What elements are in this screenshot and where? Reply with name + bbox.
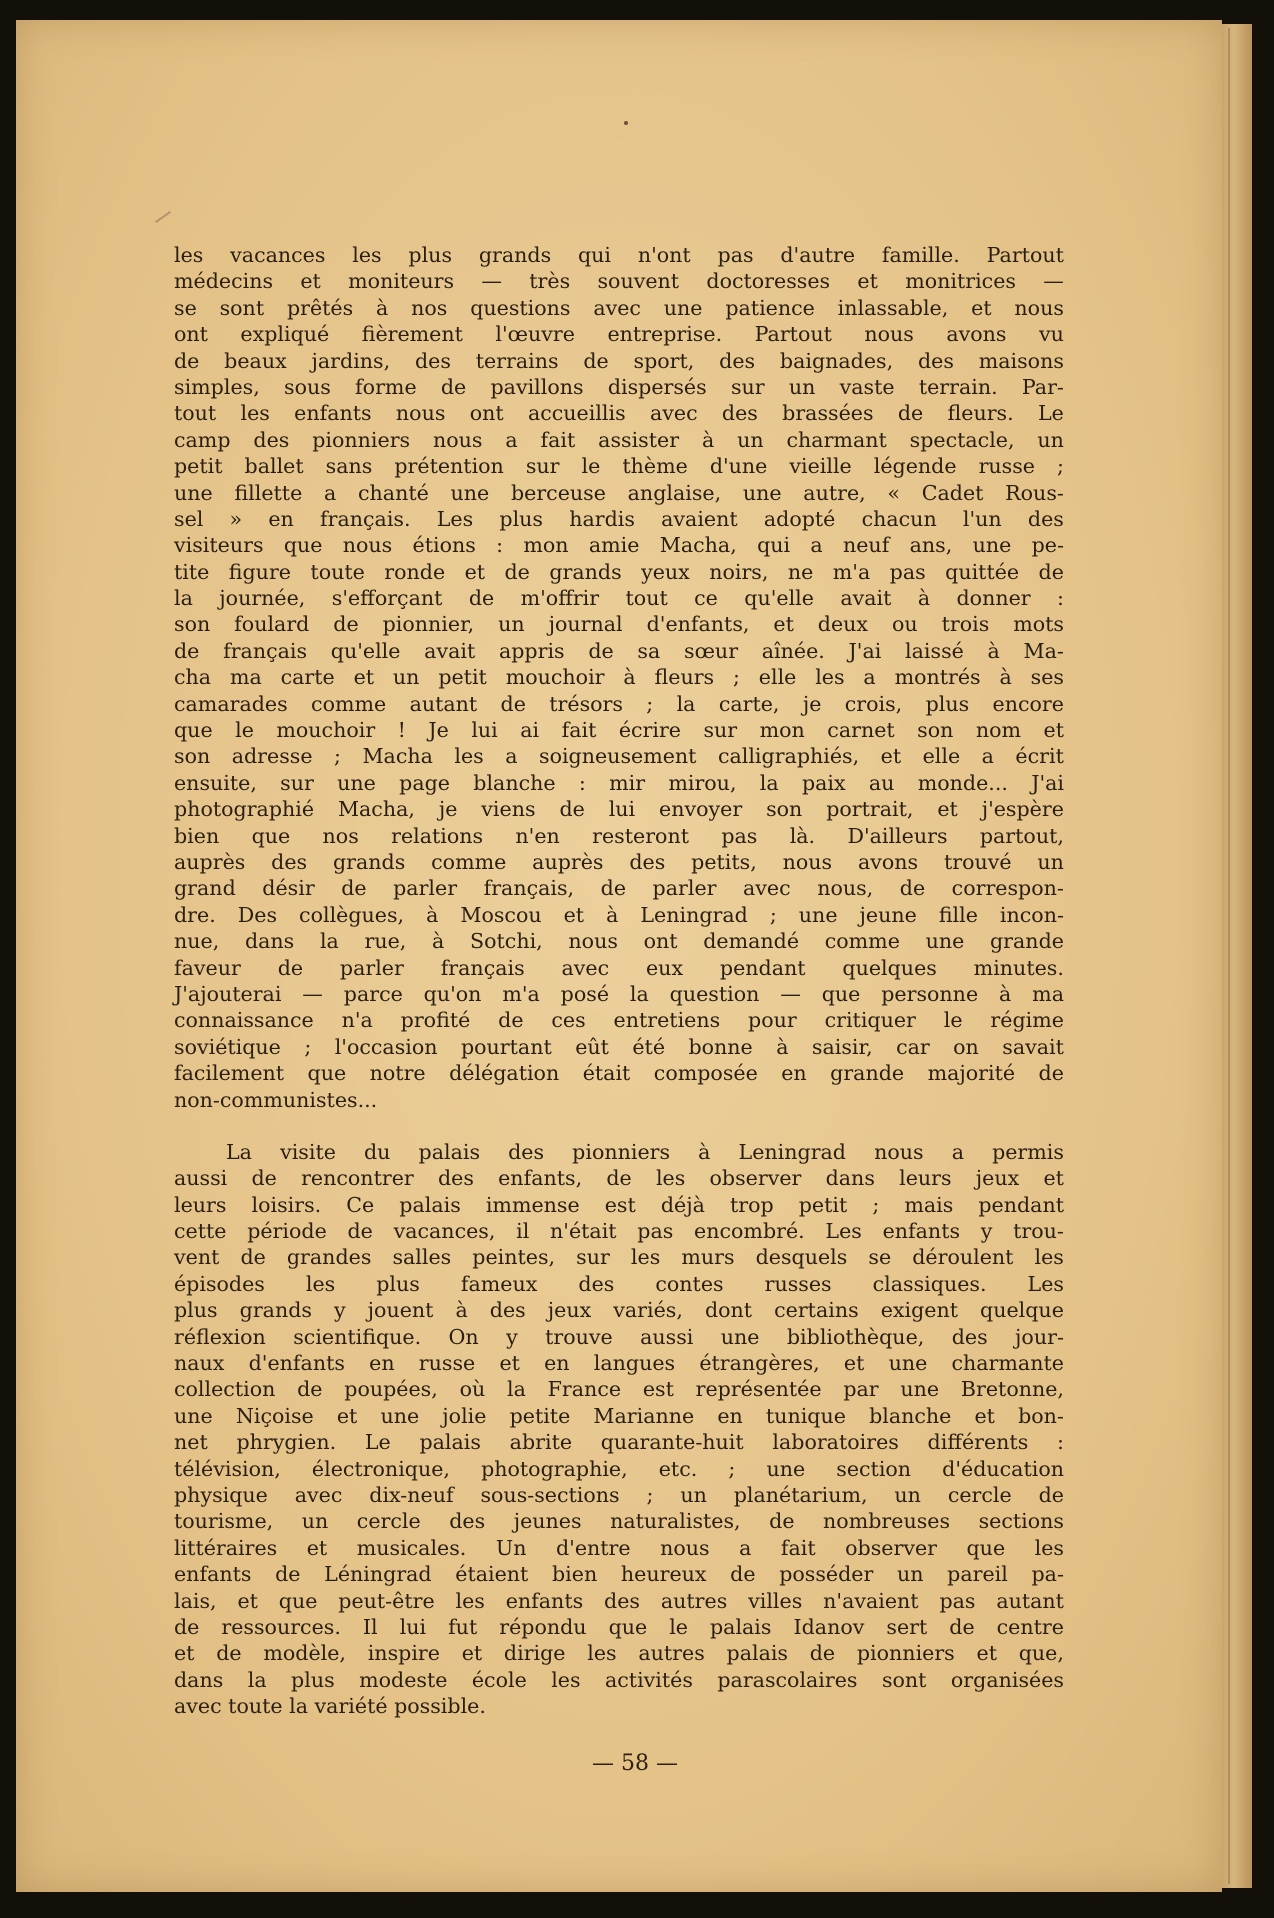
text-line: naux d'enfants en russe et en langues étrangères, et une charmante [174,1351,1064,1376]
text-line: dans la plus modeste école les activités parascolaires sont organisées [174,1667,1064,1692]
text-line: une Niçoise et une jolie petite Marianne en tunique blanche et bon- [174,1403,1064,1428]
text-line: ont expliqué fièrement l'œuvre entreprise. Partout nous avons vu [174,322,1064,347]
page-number: — 58 — [592,1751,678,1776]
text-line: bien que nos relations n'en resteront pas là. D'ailleurs partout, [174,823,1064,848]
text-line: enfants de Léningrad étaient bien heureux de posséder un pareil pa- [174,1562,1064,1587]
text-line: camarades comme autant de trésors ; la carte, je crois, plus encore [174,691,1064,716]
text-line: J'ajouterai — parce qu'on m'a posé la question — que personne à ma [174,981,1064,1006]
text-line: médecins et moniteurs — très souvent doctoresses et monitrices — [174,269,1064,294]
body-text [174,242,1064,1719]
text-line: littéraires et musicales. Un d'entre nous a fait observer que les [174,1535,1064,1560]
text-line: connaissance n'a profité de ces entretiens pour critiquer le régime [174,1008,1064,1033]
text-line: que le mouchoir ! Je lui ai fait écrire sur mon carnet son nom et [174,718,1064,743]
adjacent-page-edge [1222,24,1252,1888]
text-line: ensuite, sur une page blanche : mir mirou, la paix au monde... J'ai [174,770,1064,795]
text-line: soviétique ; l'occasion pourtant eût été bonne à saisir, car on savait [174,1034,1064,1059]
text-line: plus grands y jouent à des jeux variés, dont certains exigent quelque [174,1298,1064,1323]
text-line: cha ma carte et un petit mouchoir à fleurs ; elle les a montrés à ses [174,665,1064,690]
text-line: dre. Des collègues, à Moscou et à Leningrad ; une jeune fille incon- [174,902,1064,927]
text-line: aussi de rencontrer des enfants, de les observer dans leurs jeux et [174,1166,1064,1191]
text-line: se sont prêtés à nos questions avec une patience inlassable, et nous [174,295,1064,320]
text-line: épisodes les plus fameux des contes russes classiques. Les [174,1271,1064,1296]
text-line: de français qu'elle avait appris de sa sœur aînée. J'ai laissé à Ma- [174,638,1064,663]
text-line: visiteurs que nous étions : mon amie Macha, qui a neuf ans, une pe- [174,533,1064,558]
text-line: de beaux jardins, des terrains de sport, des baignades, des maisons [174,348,1064,373]
paper-speck [624,121,628,125]
text-line: la journée, s'efforçant de m'offrir tout ce qu'elle avait à donner : [174,586,1064,611]
text-line: photographié Macha, je viens de lui envoyer son portrait, et j'espère [174,797,1064,822]
text-line: et de modèle, inspire et dirige les autres palais de pionniers et que, [174,1641,1064,1666]
text-line: son foulard de pionnier, un journal d'enfants, et deux ou trois mots [174,612,1064,637]
pencil-mark [155,211,171,223]
text-line: sel » en français. Les plus hardis avaient adopté chacun l'un des [174,506,1064,531]
paragraph-gap [174,1113,1064,1139]
page-edge-shadow [1228,28,1230,1884]
text-line: lais, et que peut-être les enfants des autres villes n'avaient pas autant [174,1588,1064,1613]
text-line: camp des pionniers nous a fait assister à un charmant spectacle, un [174,427,1064,452]
text-line: nue, dans la rue, à Sotchi, nous ont demandé comme une grande [174,929,1064,954]
text-line: tite figure toute ronde et de grands yeux noirs, ne m'a pas quittée de [174,559,1064,584]
text-line: une fillette a chanté une berceuse anglaise, une autre, « Cadet Rous- [174,480,1064,505]
text-line: les vacances les plus grands qui n'ont pas d'autre famille. Partout [174,243,1064,267]
text-line: La visite du palais des pionniers à Leningrad nous a permis [226,1139,1064,1164]
text-line: son adresse ; Macha les a soigneusement calligraphiés, et elle a écrit [174,744,1064,769]
text-line: vent de grandes salles peintes, sur les murs desquels se déroulent les [174,1245,1064,1270]
text-line: net phrygien. Le palais abrite quarante-huit laboratoires différents : [174,1430,1064,1455]
text-line: télévision, électronique, photographie, etc. ; une section d'éducation [174,1456,1064,1481]
text-line: avec toute la variété possible. [174,1694,486,1719]
text-line: faveur de parler français avec eux pendant quelques minutes. [174,955,1064,980]
text-line: non-communistes... [174,1087,378,1112]
text-line: cette période de vacances, il n'était pas encombré. Les enfants y trou- [174,1219,1064,1244]
paragraph [174,1139,1064,1720]
text-line: grand désir de parler français, de parler avec nous, de correspon- [174,876,1064,901]
text-line: tourisme, un cercle des jeunes naturalistes, de nombreuses sections [174,1509,1064,1534]
text-line: facilement que notre délégation était composée en grande majorité de [174,1061,1064,1086]
text-line: simples, sous forme de pavillons dispersés sur un vaste terrain. Par- [174,374,1064,399]
text-line: petit ballet sans prétention sur le thème d'une vieille légende russe ; [174,454,1064,479]
text-line: de ressources. Il lui fut répondu que le palais Idanov sert de centre [174,1614,1064,1639]
text-line: collection de poupées, où la France est représentée par une Bretonne, [174,1377,1064,1402]
book-page [16,20,1222,1892]
paragraph [174,242,1064,1113]
text-line: tout les enfants nous ont accueillis avec des brassées de fleurs. Le [174,401,1064,426]
text-line: auprès des grands comme auprès des petits, nous avons trouvé un [174,849,1064,874]
text-line: physique avec dix-neuf sous-sections ; un planétarium, un cercle de [174,1482,1064,1507]
text-line: réflexion scientifique. On y trouve aussi une bibliothèque, des jour- [174,1324,1064,1349]
text-line: leurs loisirs. Ce palais immense est déjà trop petit ; mais pendant [174,1192,1064,1217]
